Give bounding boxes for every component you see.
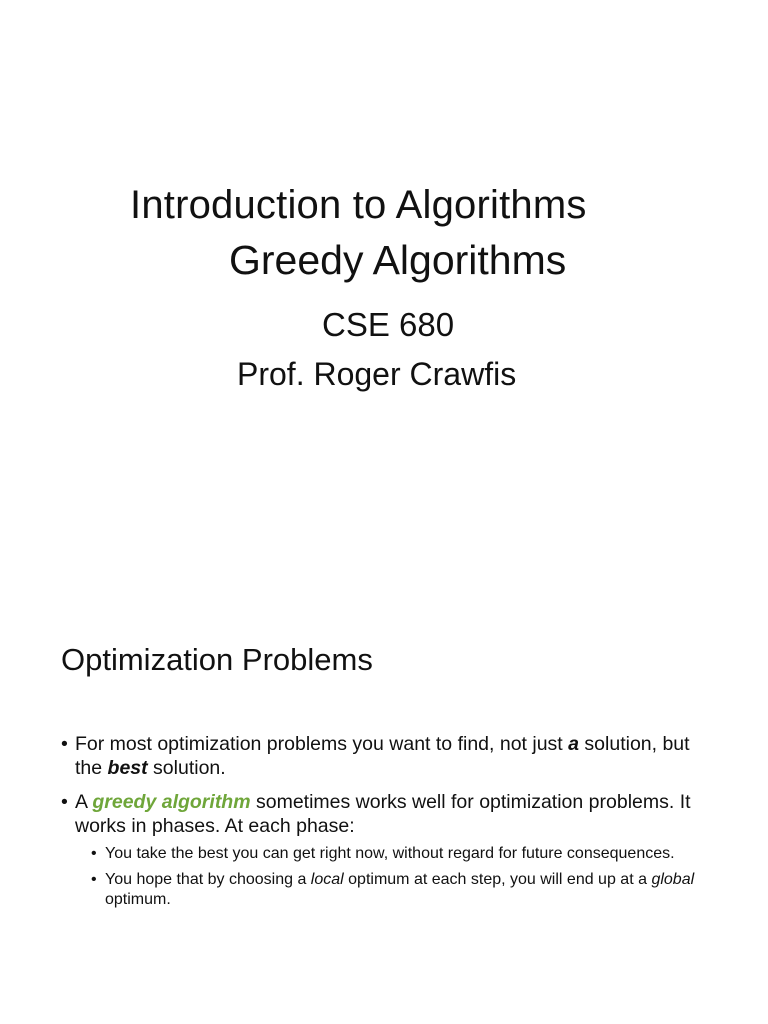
sub-bullet-text: optimum at each step, you will end up at a <box>343 871 652 888</box>
sub-bullet-text: You take the best you can get right now, without regard for future consequences. <box>105 845 675 862</box>
sub-bullet-list <box>91 844 721 910</box>
bullet-text: solution. <box>147 757 226 779</box>
sub-bullet-text: optimum. <box>105 891 171 908</box>
bullet-item <box>61 790 721 910</box>
sub-bullet-text: You hope that by choosing a <box>105 871 311 888</box>
bullet-text: For most optimization problems you want to find, not just <box>75 733 569 755</box>
emphasis-text: best <box>107 757 148 779</box>
sub-bullet-item <box>91 844 721 864</box>
bullet-text: sometimes works well for optimization problems. It works in phases. At each phase: <box>75 791 691 837</box>
bullet-text: solution, but the <box>75 733 690 779</box>
highlighted-term: greedy algorithm <box>92 791 251 813</box>
slide-title: Optimization Problems <box>61 642 373 677</box>
deck-title: Introduction to Algorithms <box>130 183 587 227</box>
sub-bullet-item <box>91 870 721 910</box>
bullet-list <box>61 732 721 920</box>
bullet-text: A <box>75 791 93 813</box>
emphasis-text: a <box>568 733 579 755</box>
italic-text: local <box>310 871 344 888</box>
instructor-name: Prof. Roger Crawfis <box>237 356 517 392</box>
italic-text: global <box>651 871 695 888</box>
course-code: CSE 680 <box>322 306 455 343</box>
deck-subtitle: Greedy Algorithms <box>229 237 567 283</box>
bullet-item <box>61 732 721 780</box>
